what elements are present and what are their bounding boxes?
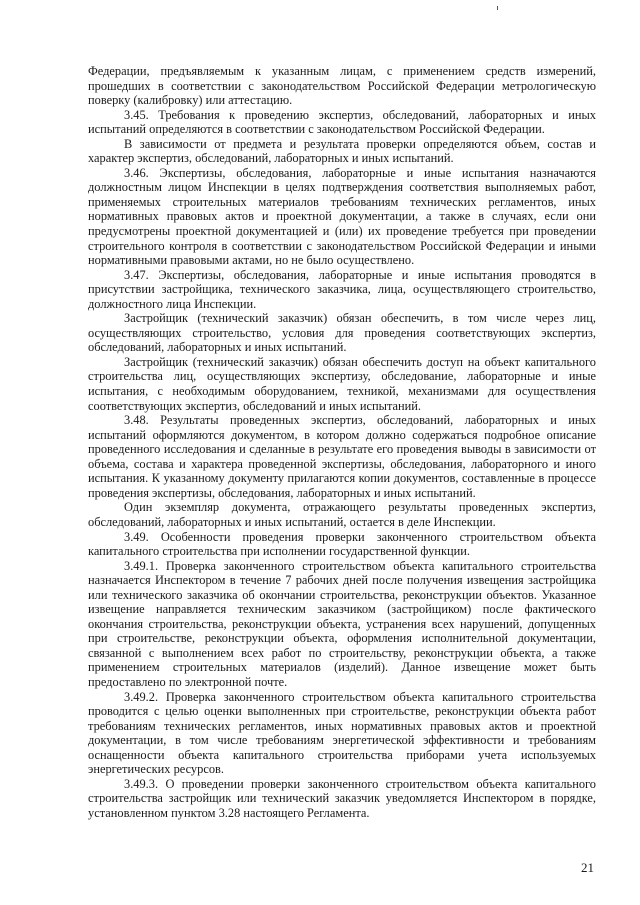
paragraph-developer-access: Застройщик (технический заказчик) обязан обеспечить доступ на объект капитального строительства лиц, осуществляющих экспертизу, обследование, лабораторные и иные испытания, с необходимым оборудованием, техникой, механизмами для осуществления соответствующих экспертиз, обследований и иных испытаний. — [88, 354, 596, 413]
paragraph-scope: В зависимости от предмета и результата проверки определяются объем, состав и характер экспертиз, обследований, лабораторных и иных испытаний. — [88, 136, 596, 166]
paragraph-3-45: 3.45. Требования к проведению экспертиз, обследований, лабораторных и иных испытаний определяются в соответствии с законодательством Российской Федерации. — [88, 107, 596, 137]
paragraph-3-49-3: 3.49.3. О проведении проверки законченного строительством объекта капитального строительства застройщик или технический заказчик уведомляется Инспектором в порядке, установленном пунктом 3.28 настоящего Регламента. — [88, 776, 596, 820]
paragraph-3-49-2: 3.49.2. Проверка законченного строительством объекта капитального строительства проводится с целью оценки выполненных при строительстве, реконструкции объекта работ требованиям технических регламентов, иных нормативных правовых актов и проектной документации, в том числе требованиям энергетической эффективности и требованиям оснащенности объекта капитального строительства приборами учета используемых энергетических ресурсов. — [88, 689, 596, 777]
paragraph-developer-conditions: Застройщик (технический заказчик) обязан обеспечить, в том числе через лиц, осуществляющих строительство, условия для проведения соответствующих экспертиз, обследований, лабораторных и иных испытаний. — [88, 311, 596, 355]
paragraph-3-47: 3.47. Экспертизы, обследования, лабораторные и иные испытания проводятся в присутствии застройщика, технического заказчика, лица, осуществляющего строительство, должностного лица Инспекции. — [88, 267, 596, 311]
paragraph-document-copy: Один экземпляр документа, отражающего результаты проведенных экспертиз, обследований, лабораторных и иных испытаний, остается в деле Инспекции. — [88, 500, 596, 529]
paragraph-continuation: Федерации, предъявляемым к указанным лицам, с применением средств измерений, прошедших в соответствии с законодательством Российской Федерации метрологическую поверку (калибровку) или аттестацию. — [88, 64, 596, 108]
paragraph-3-49-1: 3.49.1. Проверка законченного строительством объекта капитального строительства назначается Инспектором в течение 7 рабочих дней после получения извещения застройщика или технического заказчика об окончании строительства, реконструкции объектов. Указанное извещение направляется техническим заказчиком (застройщиком) после фактического окончания строительства, реконструкции объекта, устранения всех нарушений, допущенных при строительстве, реконструкции объекта, оформления исполнительной документации, связанной с выполнением всех работ по строительству, реконструкции объекта, а также применением строительных материалов (изделий). Данное извещение может быть предоставлено по электронной почте. — [88, 558, 596, 689]
scan-mark — [497, 6, 498, 10]
page-number: 21 — [581, 860, 594, 875]
paragraph-3-48: 3.48. Результаты проведенных экспертиз, обследований, лабораторных и иных испытаний оформляются документом, в котором должно содержаться подробное описание проведенного исследования и сделанные в результате его проведения выводы в зависимости от объема, состава и характера проведенной экспертизы, обследования, лабораторного и иного испытания. К указанному документу прилагаются копии документов, составленные в процессе проведения экспертизы, обследования, лабораторных и иных испытаний. — [88, 413, 596, 500]
paragraph-3-46: 3.46. Экспертизы, обследования, лабораторные и иные испытания назначаются должностным лицом Инспекции в целях подтверждения соответствия выполняемых работ, применяемых строительных материалов требованиям технических регламентов, иных нормативных правовых актов и проектной документации, а также в случаях, если они предусмотрены проектной документацией и (или) их проведение требуется при проведении строительного контроля в соответствии с законодательством Российской Федерации и иными нормативными правовыми актами, но не было осуществлено. — [88, 165, 596, 268]
document-body — [88, 64, 596, 820]
paragraph-3-49: 3.49. Особенности проведения проверки законченного строительством объекта капитального строительства при исполнении государственной функции. — [88, 529, 596, 559]
